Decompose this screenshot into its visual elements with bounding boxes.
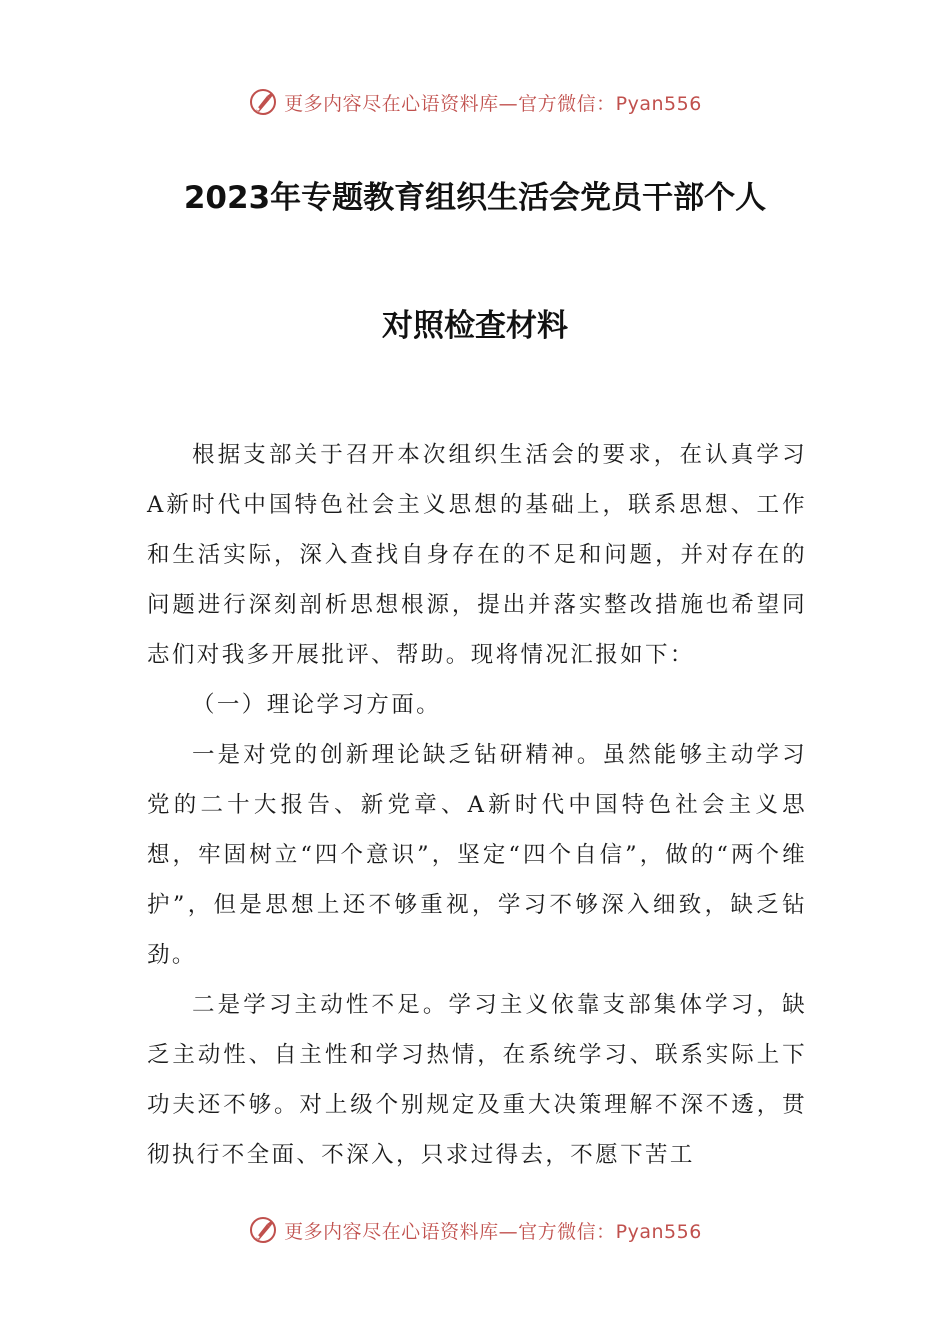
section-heading-theory-study: （一）理论学习方面。: [192, 692, 442, 718]
header-watermark: [0, 82, 950, 122]
document-title-line1: 2023年专题教育组织生活会党员干部个人: [183, 180, 767, 216]
paragraph-point-one: 一是对党的创新理论缺乏钻研精神。虽然能够主动学习党的二十大报告、新党章、A新时代中国特色社会主义思想，牢固树立“四个意识”，坚定“四个自信”，做的“两个维护”，但是思想上还不够重视，学习不够深入细致，缺乏钻劲。: [147, 742, 807, 968]
paragraph-point-two: 二是学习主动性不足。学习主义依靠支部集体学习，缺乏主动性、自主性和学习热情，在系统学习、联系实际上下功夫还不够。对上级个别规定及重大决策理解不深不透，贯彻执行不全面、不深入，只求过得去，不愿下苦工: [147, 992, 807, 1168]
pen-nib-logo-icon: [248, 1215, 278, 1245]
watermark-text: 更多内容尽在心语资料库—官方微信：Pyan556: [284, 92, 702, 115]
watermark-text: 更多内容尽在心语资料库—官方微信：Pyan556: [284, 1220, 702, 1243]
pen-nib-logo-icon: [248, 87, 278, 117]
footer-watermark: [0, 1210, 950, 1250]
paragraph-intro: 根据支部关于召开本次组织生活会的要求，在认真学习A新时代中国特色社会主义思想的基础上，联系思想、工作和生活实际，深入查找自身存在的不足和问题，并对存在的问题进行深刻剖析思想根源，提出并落实整改措施也希望同志们对我多开展批评、帮助。现将情况汇报如下：: [147, 442, 807, 668]
document-body: [147, 430, 807, 1180]
document-title-line2: 对照检查材料: [382, 308, 568, 344]
